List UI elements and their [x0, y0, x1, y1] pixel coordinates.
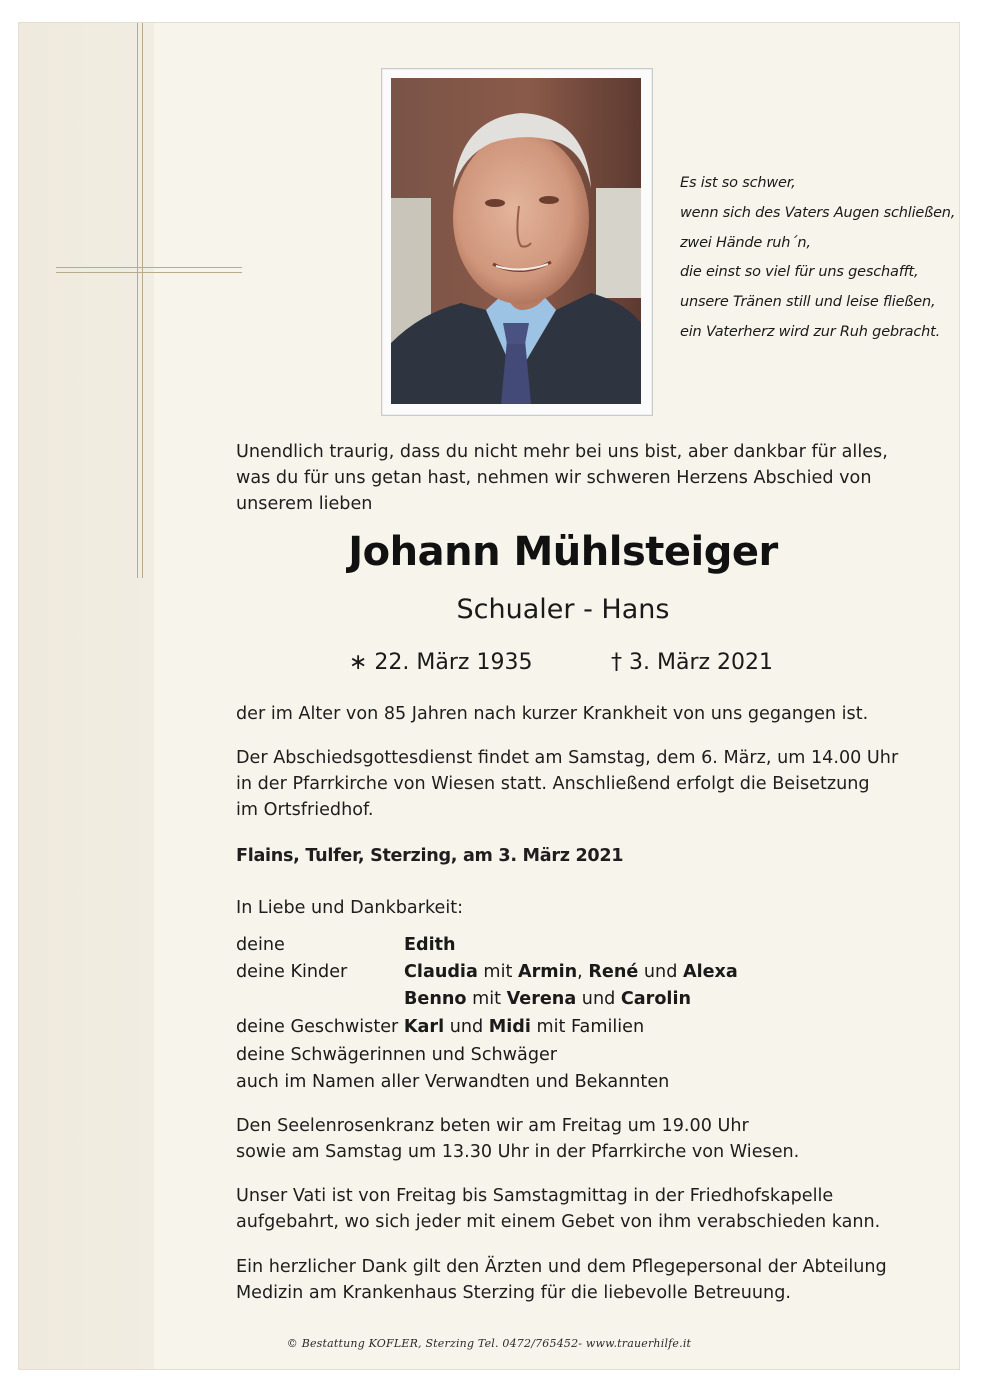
place-date: Flains, Tulfer, Sterzing, am 3. März 2021 [236, 846, 624, 866]
family-connector: mit [466, 989, 507, 1009]
family-label: deine Geschwister [236, 1017, 404, 1037]
family-row [236, 1014, 644, 1040]
family-row [236, 932, 456, 958]
obituary-card [18, 22, 960, 1370]
cross-horizontal-bar [56, 267, 242, 273]
family-connector: und [638, 962, 683, 982]
family-connector: mit [477, 962, 518, 982]
family-name: Claudia [404, 962, 478, 982]
family-name: René [588, 962, 639, 982]
poem-line: ein Vaterherz wird zur Ruh gebracht. [680, 323, 941, 340]
family-connector: und [576, 989, 621, 1009]
family-connector: mit Familien [530, 1017, 645, 1037]
family-name: Benno [404, 989, 467, 1009]
poem-line: wenn sich des Vaters Augen schließen, [680, 204, 956, 221]
love-line: In Liebe und Dankbarkeit: [236, 898, 464, 918]
rosary-line: Den Seelenrosenkranz beten wir am Freitag um 19.00 Uhr [236, 1116, 749, 1136]
margin-band [19, 23, 154, 1369]
portrait-frame [381, 68, 653, 416]
thanks-paragraph [236, 1254, 936, 1306]
laid-out-line: Unser Vati ist von Freitag bis Samstagmittag in der Friedhofskapelle [236, 1186, 834, 1206]
family-name: Edith [404, 935, 456, 955]
intro-paragraph [236, 439, 936, 517]
service-line: Der Abschiedsgottesdienst findet am Samstag, dem 6. März, um 14.00 Uhr [236, 748, 899, 768]
poem-line: die einst so viel für uns geschafft, [680, 264, 919, 281]
rosary-line: sowie am Samstag um 13.30 Uhr in der Pfarrkirche von Wiesen. [236, 1142, 800, 1162]
deceased-nickname: Schualer - Hans [456, 594, 670, 625]
intro-line: was du für uns getan hast, nehmen wir schweren Herzens Abschied von [236, 468, 872, 488]
poem-line: zwei Hände ruh´n, [680, 234, 811, 251]
thanks-line: Medizin am Krankenhaus Sterzing für die liebevolle Betreuung. [236, 1283, 791, 1303]
family-name: Karl [403, 1017, 445, 1037]
footer-credit: © Bestattung KOFLER, Sterzing Tel. 0472/765452- www.trauerhilfe.it [286, 1337, 692, 1350]
family-row: deine Schwägerinnen und Schwäger [236, 1045, 558, 1065]
thanks-line: Ein herzlicher Dank gilt den Ärzten und dem Pflegepersonal der Abteilung [236, 1257, 887, 1277]
service-paragraph [236, 745, 936, 823]
family-name: Armin [517, 962, 578, 982]
deceased-name: Johann Mühlsteiger [348, 529, 778, 575]
family-names [404, 959, 738, 985]
family-names [404, 986, 691, 1012]
poem-line: Es ist so schwer, [680, 175, 796, 191]
family-connector: , [577, 962, 589, 982]
family-name: Carolin [620, 989, 691, 1009]
laid-out-line: aufgebahrt, wo sich jeder mit einem Gebet von ihm verabschieden kann. [236, 1212, 881, 1232]
family-label: deine [236, 935, 285, 955]
family-name: Midi [488, 1017, 531, 1037]
poem [680, 169, 955, 348]
family-name: Verena [506, 989, 577, 1009]
service-line: im Ortsfriedhof. [236, 800, 374, 820]
cross-vertical-bar [137, 23, 143, 578]
family-label: deine Kinder [236, 962, 348, 982]
family-row [236, 959, 738, 985]
portrait-illustration [391, 78, 641, 404]
birth-date: ∗ 22. März 1935 [349, 650, 533, 675]
intro-line: Unendlich traurig, dass du nicht mehr bei uns bist, aber dankbar für alles, [236, 442, 888, 462]
service-line: in der Pfarrkirche von Wiesen statt. Anschließend erfolgt die Beisetzung [236, 774, 870, 794]
death-date: † 3. März 2021 [611, 650, 774, 675]
portrait-photo [391, 78, 641, 404]
intro-line: unserem lieben [236, 494, 373, 514]
rosary-paragraph [236, 1113, 936, 1165]
laid-out-paragraph [236, 1183, 936, 1235]
family-connector: und [444, 1017, 489, 1037]
family-row: auch im Namen aller Verwandten und Bekannten [236, 1072, 670, 1092]
poem-line: unsere Tränen still und leise fließen, [680, 294, 936, 311]
family-name: Alexa [682, 962, 738, 982]
age-line: der im Alter von 85 Jahren nach kurzer Krankheit von uns gegangen ist. [236, 704, 869, 724]
